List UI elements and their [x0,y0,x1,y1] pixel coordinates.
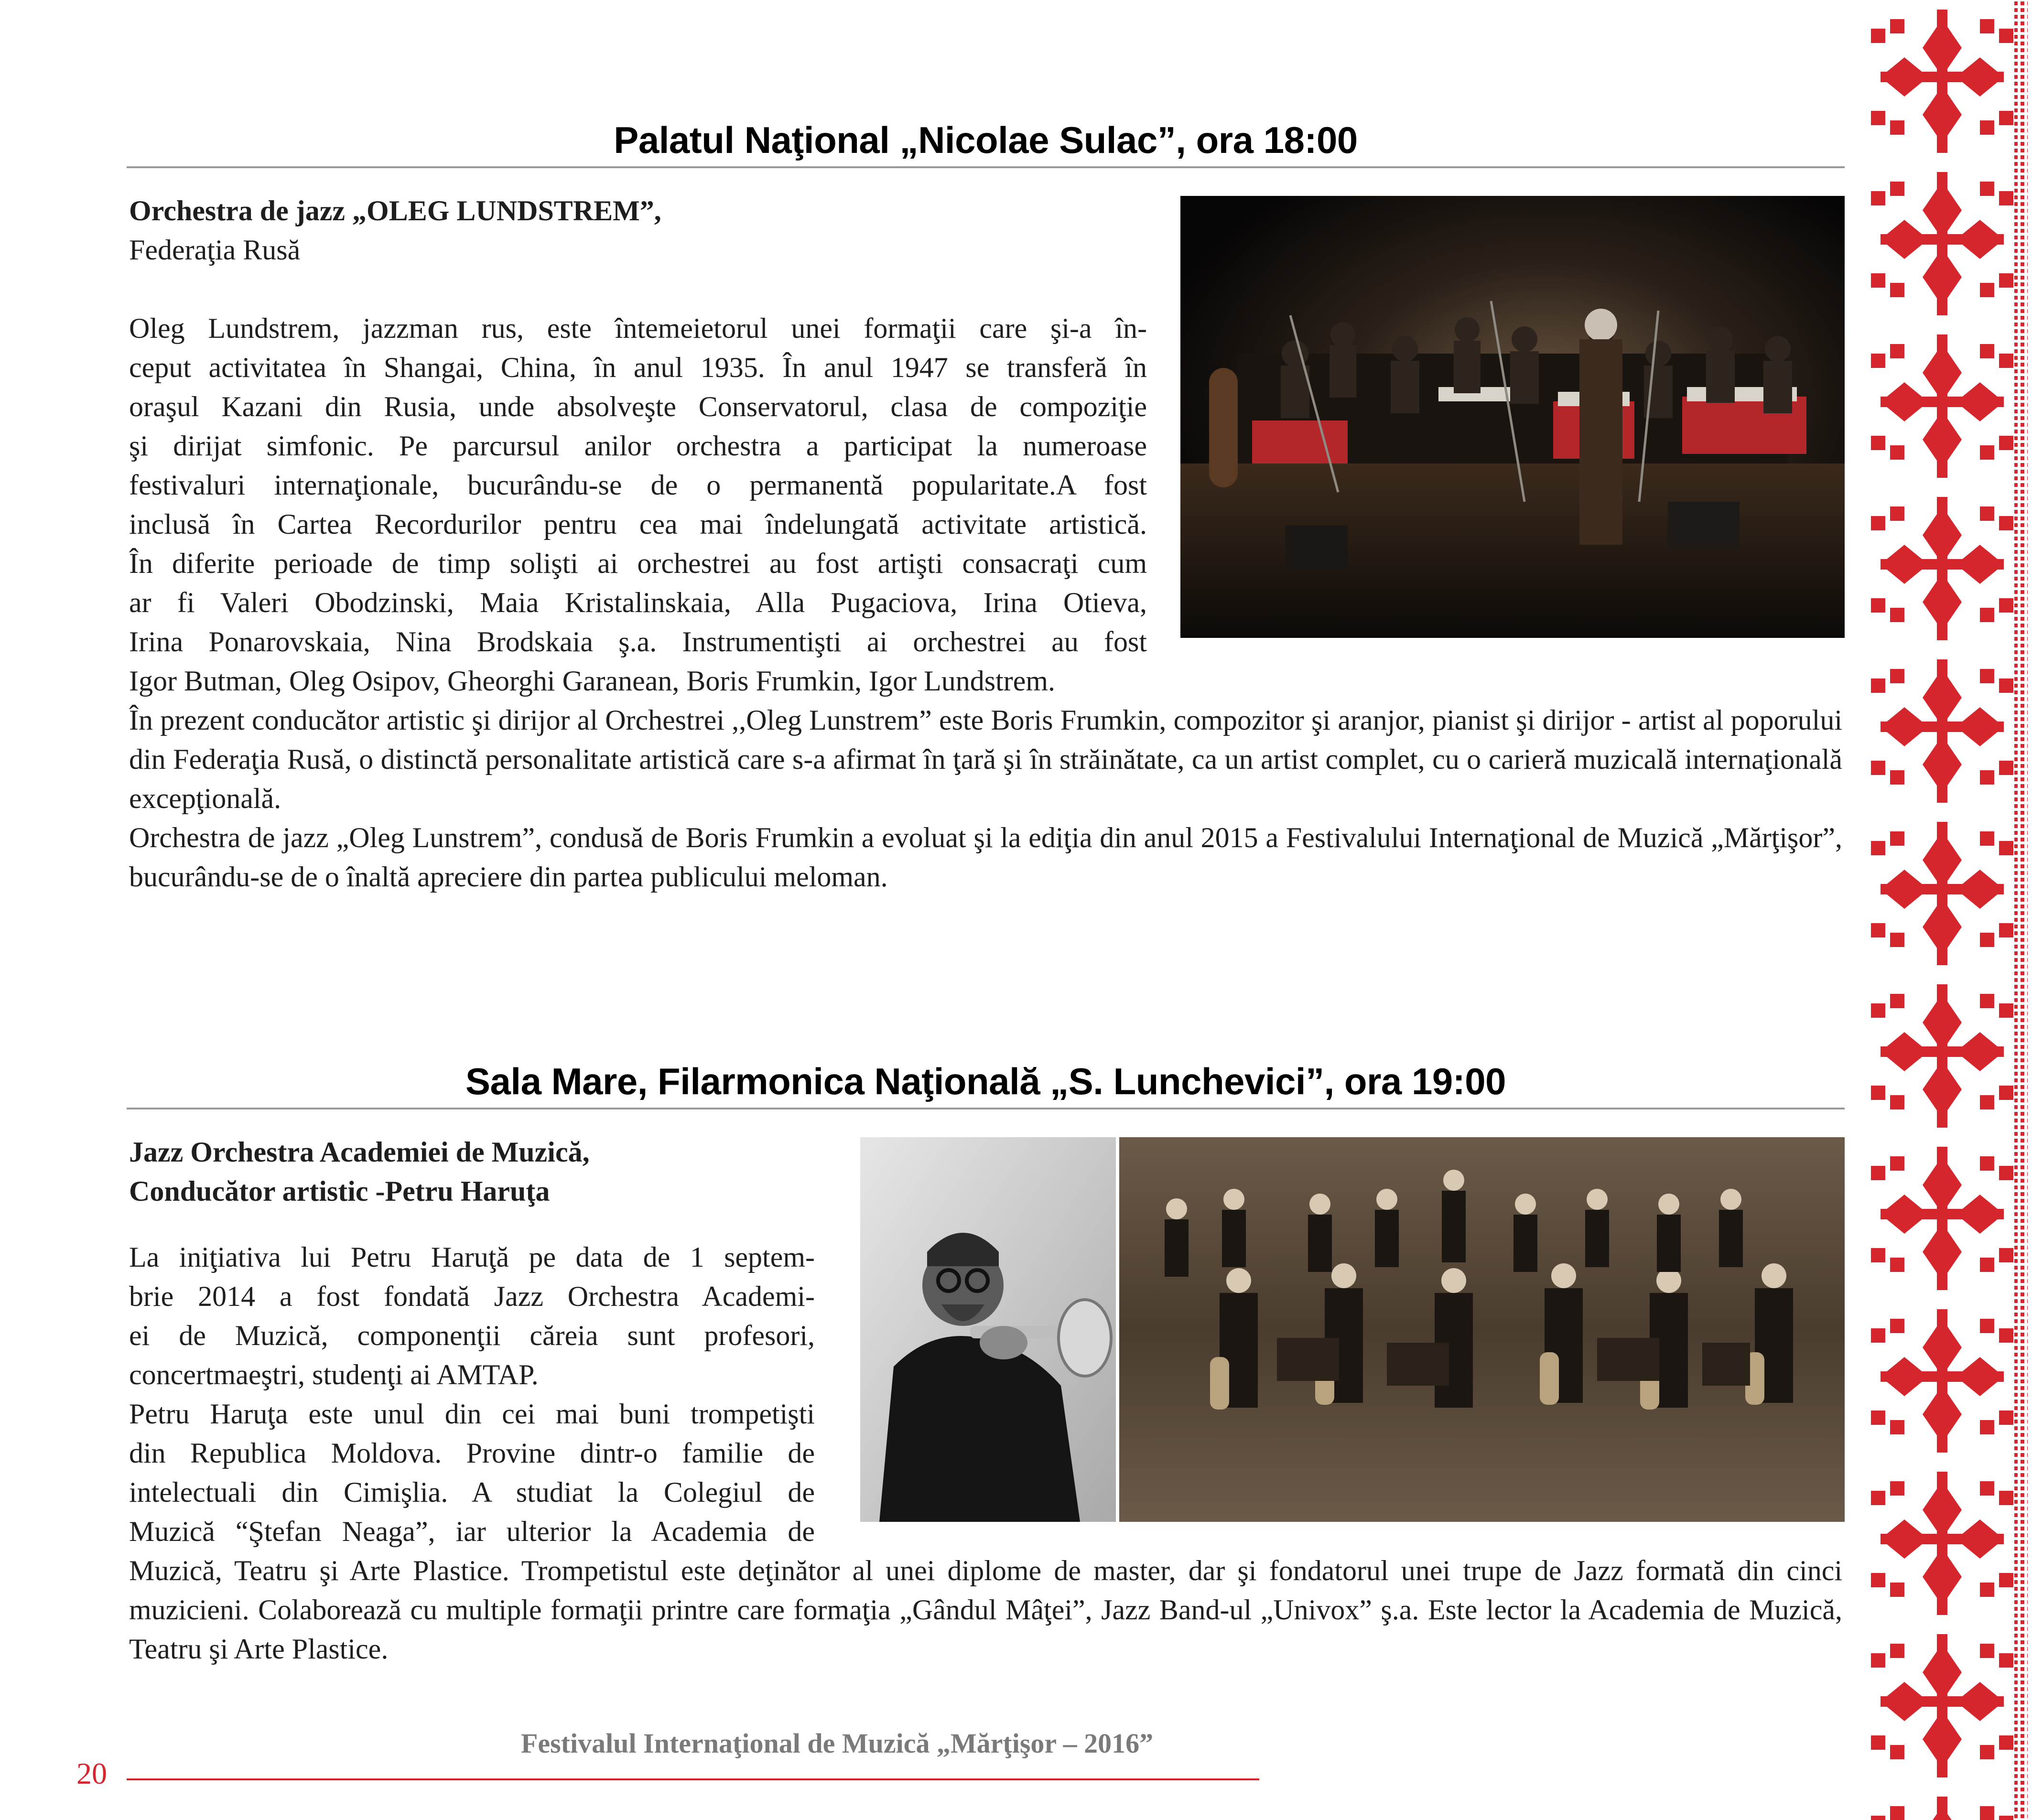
embroidery-border-ornament [1852,0,2032,1820]
text-line: brie 2014 a fost fondată Jazz Orchestra Academi- [129,1281,815,1312]
section2-line-short [129,1355,846,1394]
section1-subheading: Federaţia Rusă [129,234,301,266]
text-line: concertmaeştri, studenţi ai AMTAP. [129,1359,539,1390]
text-line: Muzică “Ştefan Neaga”, iar ulterior la Academia de [129,1516,815,1547]
paragraph: Orchestra de jazz „Oleg Lunstrem”, condusă de Boris Frumkin a evoluat şi la ediţia din anul 2015 a Festivalului Internaţional de Muzică „Mărţişor”, bucurându-se de o înaltă apreciere din partea publicului meloman. [129,822,1842,893]
text-line: Oleg Lundstrem, jazzman rus, este întemeietorul unei formaţii care şi-a în- [129,312,1147,344]
text-line: Petru Haruţa este unul din cei mai buni trompetişti [129,1398,815,1430]
section2-heading: Jazz Orchestra Academiei de Muzică, [129,1136,590,1168]
section1-wrapped-text [129,309,1147,661]
text-line: ceput activitatea în Shangai, China, în anul 1935. În anul 1947 se transferă în [129,352,1147,383]
section2-subheading: Conducător artistic -Petru Haruţa [129,1175,550,1207]
text-line: inclusă în Cartea Recordurilor pentru cea mai îndelungată activitate artistică. [129,508,1147,540]
orchestra-stage-photo [1180,196,1845,638]
paragraph: Muzică, Teatru şi Arte Plastice. Trompetistul este deţinător al unei diplome de master, dar şi fondatorul unei trupe de Jazz formată din cinci muzicieni. Colaborează cu multiple formaţii printre care formaţia „Gândul Mâţei”, Jazz Band-ul „Univox” ş.a. Este lector la Academia de Muzică, Teatru şi Arte Plastice. [129,1555,1842,1665]
text-line: şi dirijat simfonic. Pe parcursul anilor orchestra a participat la numeroase [129,430,1147,462]
text-line: Igor Butman, Oleg Osipov, Gheorghi Garanean, Boris Frumkin, Igor Lundstrem. [129,665,1056,697]
section1-title: Palatul Naţional „Nicolae Sulac”, ora 18:00 [614,119,1358,161]
paragraph: În prezent conducător artistic şi dirijor al Orchestrei ,,Oleg Lunstrem” este Boris Frumkin, compozitor şi aranjor, pianist şi dirijor - artist al poporului din Federaţia Rusă, o distinctă personalitate artistică care s-a afirmat în ţară şi în străinătate, ca un artist complet, cu o carieră muzicală internaţională excepţională. [129,704,1842,814]
section1-intro [129,191,1164,269]
section1-paragraphs [129,700,1842,896]
section2-wrapped-text-2 [129,1394,815,1551]
text-line: La iniţiativa lui Petru Haruţă pe data de 1 septem- [129,1241,815,1273]
text-line: ei de Muzică, componenţii căreia sunt profesori, [129,1320,815,1351]
academy-orchestra-photo [1119,1137,1845,1522]
page-number: 20 [76,1756,107,1790]
section2-paragraph [129,1551,1842,1669]
text-line: oraşul Kazani din Rusia, unde absolveşte Conservatorul, clasa de compoziţie [129,391,1147,422]
text-line: Irina Ponarovskaia, Nina Brodskaia ş.a. Instrumentişti ai orchestrei au fost [129,626,1147,657]
text-line: festivaluri internaţionale, bucurându-se de o permanentă popularitate.A fost [129,469,1147,501]
text-line: În diferite perioade de timp solişti ai orchestrei au fost artişti consacraţi cum [129,548,1147,579]
text-line: ar fi Valeri Obodzinski, Maia Kristalinskaia, Alla Pugaciova, Irina Otieva, [129,587,1147,618]
text-line: din Republica Moldova. Provine dintr-o familie de [129,1437,815,1469]
section2-wrapped-text [129,1238,815,1355]
section2-title: Sala Mare, Filarmonica Naţională „S. Lunchevici”, ora 19:00 [465,1060,1506,1102]
section1-heading: Orchestra de jazz „OLEG LUNDSTREM”, [129,195,661,226]
footer-title: Festivalul Internaţional de Muzică „Mărţişor – 2016” [521,1728,1154,1759]
trumpeter-portrait [860,1137,1116,1522]
section2-intro [129,1132,846,1211]
section1-line-last [129,661,1228,700]
footer-rule [127,1778,1259,1780]
text-line: intelectuali din Cimişlia. A studiat la Colegiul de [129,1476,815,1508]
section2-rule [127,1108,1845,1109]
section1-rule [127,166,1845,168]
